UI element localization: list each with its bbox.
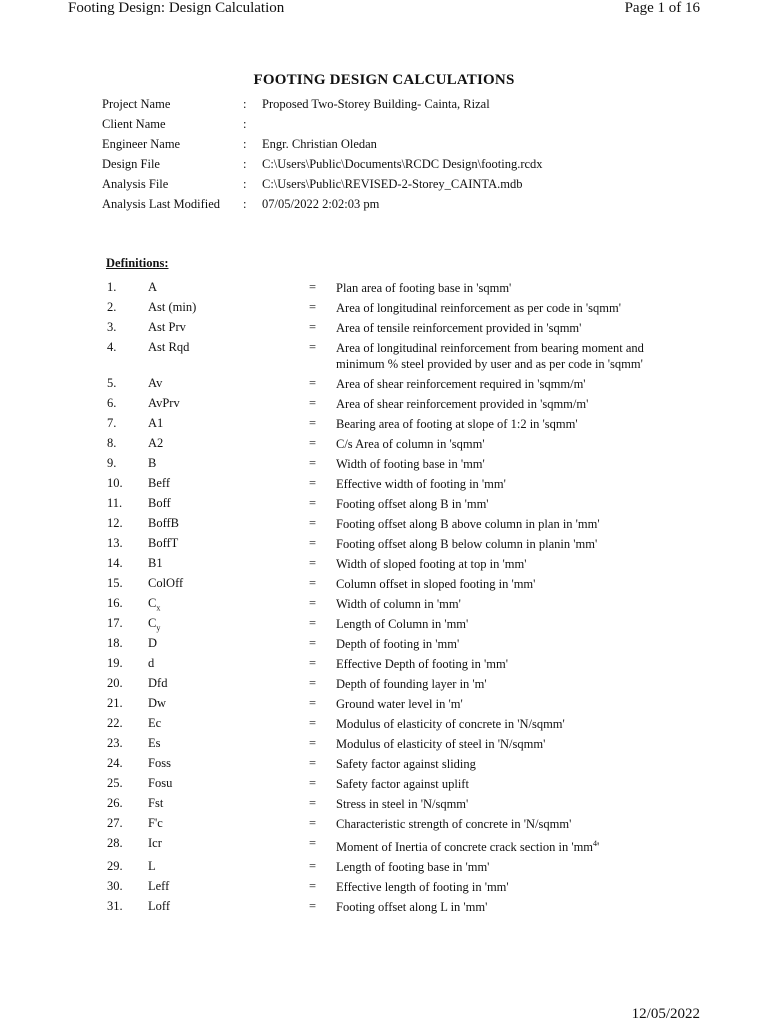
info-value: C:\Users\Public\Documents\RCDC Design\footing.rcdx	[262, 157, 543, 172]
definition-description	[336, 816, 687, 836]
symbol-text: L	[148, 859, 156, 874]
symbol-text: B	[148, 456, 157, 470]
definition-description	[336, 536, 687, 556]
definition-description	[336, 859, 687, 879]
definition-row	[107, 899, 687, 919]
definition-row	[107, 476, 687, 496]
symbol-text: A2	[148, 436, 164, 450]
description-text: C/s Area of column in 'sqmm'	[336, 437, 485, 451]
symbol-text: Fosu	[148, 776, 173, 790]
definition-row	[107, 716, 687, 736]
symbol-text: C	[148, 616, 157, 630]
definition-symbol	[148, 836, 162, 851]
description-text: Width of column in 'mm'	[336, 597, 461, 611]
info-value: 07/05/2022 2:02:03 pm	[262, 197, 380, 212]
description-text: Safety factor against sliding	[336, 757, 476, 771]
symbol-text: D	[148, 636, 158, 650]
definition-description	[336, 320, 687, 340]
symbol-text: Ast (min)	[148, 300, 197, 314]
definition-symbol	[148, 676, 167, 691]
definition-symbol	[148, 656, 154, 671]
equals-sign: =	[309, 416, 317, 430]
definitions-heading: Definitions:	[106, 256, 169, 270]
definition-description	[336, 376, 687, 396]
definition-symbol	[148, 616, 160, 633]
symbol-text: BoffT	[148, 536, 179, 550]
description-text: Modulus of elasticity of steel in 'N/sqmm'	[336, 737, 546, 751]
definition-symbol	[148, 776, 172, 791]
description-text: Bearing area of footing at slope of 1:2 in 'sqmm'	[336, 417, 578, 431]
description-tail: '	[597, 840, 600, 855]
symbol-subscript: y	[156, 623, 161, 633]
definition-description	[336, 636, 687, 656]
definition-number: 13.	[107, 536, 123, 550]
definition-symbol	[148, 516, 179, 531]
definition-symbol	[148, 716, 161, 731]
definition-description	[336, 596, 687, 616]
definition-number: 28.	[107, 836, 123, 850]
equals-sign: =	[309, 836, 317, 850]
equals-sign: =	[309, 496, 317, 510]
definition-symbol	[148, 280, 157, 295]
definition-row	[107, 280, 687, 300]
definition-number: 2.	[107, 300, 117, 314]
description-text: Modulus of elasticity of concrete in 'N/sqmm'	[336, 717, 565, 731]
definition-symbol	[148, 476, 170, 491]
definition-symbol	[148, 899, 170, 914]
info-separator: :	[243, 137, 247, 152]
definitions-list	[107, 280, 687, 919]
definition-number: 1.	[107, 280, 117, 294]
definition-description	[336, 676, 687, 696]
description-text: Plan area of footing base in 'sqmm'	[336, 281, 512, 295]
equals-sign: =	[309, 436, 317, 450]
definition-number: 4.	[107, 340, 117, 354]
definition-description	[336, 696, 687, 716]
description-text: Stress in steel in 'N/sqmm'	[336, 797, 469, 811]
equals-sign: =	[309, 859, 317, 874]
definition-symbol	[148, 496, 171, 511]
definition-number: 22.	[107, 716, 123, 730]
definition-description	[336, 436, 687, 456]
definition-description	[336, 656, 687, 676]
symbol-text: B1	[148, 556, 163, 570]
definition-number: 20.	[107, 676, 123, 690]
definition-number: 12.	[107, 516, 123, 530]
definition-row	[107, 636, 687, 656]
definition-number: 19.	[107, 656, 123, 670]
definition-row	[107, 736, 687, 756]
definition-symbol	[148, 816, 163, 831]
description-text: Ground water level in 'm'	[336, 697, 463, 711]
definition-row	[107, 496, 687, 516]
description-text: Footing offset along L in 'mm'	[336, 900, 488, 915]
definition-number: 5.	[107, 376, 117, 390]
equals-sign: =	[309, 899, 317, 914]
definition-number: 9.	[107, 456, 117, 470]
description-text: Footing offset along B below column in planin 'mm'	[336, 537, 598, 551]
info-label: Analysis Last Modified	[102, 197, 221, 212]
definition-row	[107, 796, 687, 816]
description-text: Length of footing base in 'mm'	[336, 860, 490, 875]
definition-description	[336, 476, 687, 496]
definition-number: 25.	[107, 776, 123, 790]
symbol-text: Ec	[148, 716, 162, 730]
description-text: Footing offset along B above column in plan in 'mm'	[336, 517, 600, 531]
description-text: Characteristic strength of concrete in 'N/sqmm'	[336, 817, 572, 831]
symbol-text: Dw	[148, 696, 167, 710]
definition-number: 7.	[107, 416, 117, 430]
definition-number: 15.	[107, 576, 123, 590]
definition-row	[107, 340, 687, 376]
definition-description	[336, 416, 687, 436]
definition-row	[107, 376, 687, 396]
equals-sign: =	[309, 376, 317, 390]
definition-symbol	[148, 436, 163, 451]
description-text: Area of tensile reinforcement provided in 'sqmm'	[336, 321, 582, 335]
equals-sign: =	[309, 879, 317, 894]
equals-sign: =	[309, 656, 317, 670]
equals-sign: =	[309, 280, 317, 294]
definition-symbol	[148, 756, 171, 771]
equals-sign: =	[309, 476, 317, 490]
symbol-text: A	[148, 280, 158, 294]
definition-description	[336, 836, 687, 859]
symbol-subscript: x	[156, 603, 161, 613]
definition-row	[107, 776, 687, 796]
equals-sign: =	[309, 536, 317, 550]
definition-description	[336, 496, 687, 516]
equals-sign: =	[309, 396, 317, 410]
description-text: Footing offset along B in 'mm'	[336, 497, 489, 511]
definition-row	[107, 656, 687, 676]
definition-row	[107, 676, 687, 696]
definition-number: 27.	[107, 816, 123, 830]
symbol-text: Fst	[148, 796, 164, 810]
description-text: Area of longitudinal reinforcement as per code in 'sqmm'	[336, 301, 621, 315]
definition-row	[107, 836, 687, 859]
definition-number: 24.	[107, 756, 123, 770]
definition-description	[336, 616, 687, 636]
definition-symbol	[148, 879, 169, 894]
definition-row	[107, 536, 687, 556]
symbol-text: Foss	[148, 756, 171, 770]
symbol-text: A1	[148, 416, 164, 430]
equals-sign: =	[309, 576, 317, 590]
definition-row	[107, 616, 687, 636]
definition-symbol	[148, 796, 163, 811]
definition-symbol	[148, 636, 157, 651]
description-text: Depth of footing in 'mm'	[336, 637, 460, 651]
info-label: Engineer Name	[102, 137, 181, 152]
symbol-text: Leff	[148, 879, 170, 894]
definition-number: 6.	[107, 396, 117, 410]
info-separator: :	[243, 97, 247, 111]
definition-description	[336, 879, 687, 899]
definition-symbol	[148, 416, 163, 431]
page-header-title: Footing Design: Design Calculation	[68, 0, 285, 16]
description-text: Area of shear reinforcement provided in 'sqmm/m'	[336, 397, 589, 411]
definition-symbol	[148, 536, 178, 551]
definition-row	[107, 756, 687, 776]
symbol-text: Beff	[148, 476, 170, 490]
description-superscript: 4	[593, 839, 598, 848]
document-title: FOOTING DESIGN CALCULATIONS	[253, 72, 515, 88]
definition-description	[336, 776, 687, 796]
definition-description	[336, 716, 687, 736]
definition-row	[107, 300, 687, 320]
equals-sign: =	[309, 456, 317, 470]
equals-sign: =	[309, 300, 317, 314]
info-label: Analysis File	[102, 177, 169, 192]
definition-symbol	[148, 340, 189, 355]
definition-symbol	[148, 596, 160, 613]
description-text: Area of shear reinforcement required in 'sqmm/m'	[336, 377, 586, 391]
equals-sign: =	[309, 636, 317, 650]
info-separator: :	[243, 117, 247, 132]
definition-row	[107, 696, 687, 716]
definition-symbol	[148, 396, 180, 411]
definition-description	[336, 756, 687, 776]
definition-row	[107, 456, 687, 476]
description-text: Effective width of footing in 'mm'	[336, 477, 506, 491]
definition-symbol	[148, 576, 183, 591]
definition-row	[107, 416, 687, 436]
definition-symbol	[148, 859, 156, 874]
info-label: Project Name	[102, 97, 171, 111]
equals-sign: =	[309, 776, 317, 790]
symbol-text: AvPrv	[148, 396, 180, 410]
description-text: Safety factor against uplift	[336, 777, 469, 791]
description-text: Width of footing base in 'mm'	[336, 457, 485, 471]
symbol-text: Dfd	[148, 676, 168, 690]
equals-sign: =	[309, 696, 317, 710]
definition-row	[107, 596, 687, 616]
definition-number: 21.	[107, 696, 123, 710]
definition-symbol	[148, 456, 156, 471]
equals-sign: =	[309, 676, 317, 690]
definition-row	[107, 879, 687, 899]
definition-number: 23.	[107, 736, 123, 750]
description-text: Moment of Inertia of concrete crack section in 'mm	[336, 840, 594, 855]
description-text: Depth of founding layer in 'm'	[336, 677, 487, 691]
equals-sign: =	[309, 756, 317, 770]
definition-number: 18.	[107, 636, 123, 650]
equals-sign: =	[309, 516, 317, 530]
symbol-text: ColOff	[148, 576, 184, 590]
equals-sign: =	[309, 556, 317, 570]
definition-row	[107, 816, 687, 836]
definition-number: 17.	[107, 616, 123, 630]
description-text: Column offset in sloped footing in 'mm'	[336, 577, 536, 591]
definition-number: 14.	[107, 556, 123, 570]
symbol-text: Ast Rqd	[148, 340, 190, 354]
info-separator: :	[243, 177, 247, 192]
definition-symbol	[148, 300, 196, 315]
info-value: Engr. Christian Oledan	[262, 137, 377, 152]
footer-date: 12/05/2022	[631, 1006, 700, 1022]
definition-number: 30.	[107, 879, 123, 894]
symbol-text: Av	[148, 376, 163, 390]
symbol-text: Ast Prv	[148, 320, 186, 334]
symbol-text: C	[148, 596, 157, 610]
definition-description	[336, 796, 687, 816]
symbol-text: F'c	[148, 816, 163, 830]
definition-symbol	[148, 320, 186, 335]
symbol-text: BoffB	[148, 516, 180, 530]
equals-sign: =	[309, 736, 317, 750]
info-label: Client Name	[102, 117, 166, 132]
definition-description	[336, 736, 687, 756]
definition-symbol	[148, 696, 166, 711]
definition-number: 11.	[107, 496, 123, 510]
definition-description	[336, 899, 687, 919]
definition-row	[107, 516, 687, 536]
definition-row	[107, 436, 687, 456]
symbol-text: Boff	[148, 496, 171, 510]
equals-sign: =	[309, 796, 317, 810]
description-text: Length of Column in 'mm'	[336, 617, 469, 631]
info-value: Proposed Two-Storey Building- Cainta, Rizal	[262, 97, 490, 111]
symbol-text: Loff	[148, 899, 170, 914]
page-number: Page 1 of 16	[624, 0, 700, 16]
definition-row	[107, 576, 687, 596]
definition-row	[107, 859, 687, 879]
definition-symbol	[148, 736, 161, 751]
definition-number: 10.	[107, 476, 123, 490]
description-text: Effective Depth of footing in 'mm'	[336, 657, 508, 671]
description-text: Effective length of footing in 'mm'	[336, 880, 509, 895]
definition-symbol	[148, 556, 163, 571]
description-text: Width of sloped footing at top in 'mm'	[336, 557, 527, 571]
equals-sign: =	[309, 596, 317, 610]
info-separator: :	[243, 197, 247, 212]
equals-sign: =	[309, 340, 317, 354]
definition-number: 31.	[107, 899, 123, 914]
equals-sign: =	[309, 816, 317, 830]
definition-row	[107, 396, 687, 416]
description-text: Area of longitudinal reinforcement from bearing moment and minimum % steel provided by user and as per code in 'sqmm'	[336, 341, 644, 371]
definition-number: 16.	[107, 596, 123, 610]
info-value: C:\Users\Public\REVISED-2-Storey_CAINTA.mdb	[262, 177, 523, 192]
info-label: Design File	[102, 157, 160, 172]
definition-number: 8.	[107, 436, 117, 450]
definition-row	[107, 556, 687, 576]
definition-description	[336, 516, 687, 536]
symbol-text: Es	[148, 736, 161, 750]
definition-description	[336, 396, 687, 416]
symbol-text: Icr	[148, 836, 162, 850]
definition-row	[107, 320, 687, 340]
definition-number: 3.	[107, 320, 117, 334]
definition-description	[336, 280, 687, 300]
equals-sign: =	[309, 716, 317, 730]
equals-sign: =	[309, 616, 317, 630]
info-separator: :	[243, 157, 247, 172]
definition-number: 29.	[107, 859, 123, 874]
definition-symbol	[148, 376, 162, 391]
definition-description	[336, 456, 687, 476]
definition-description	[336, 300, 687, 320]
equals-sign: =	[309, 320, 317, 334]
definition-number: 26.	[107, 796, 123, 810]
definition-description	[336, 576, 687, 596]
definition-description	[336, 556, 687, 576]
symbol-text: d	[148, 656, 155, 670]
definition-description	[336, 340, 687, 376]
